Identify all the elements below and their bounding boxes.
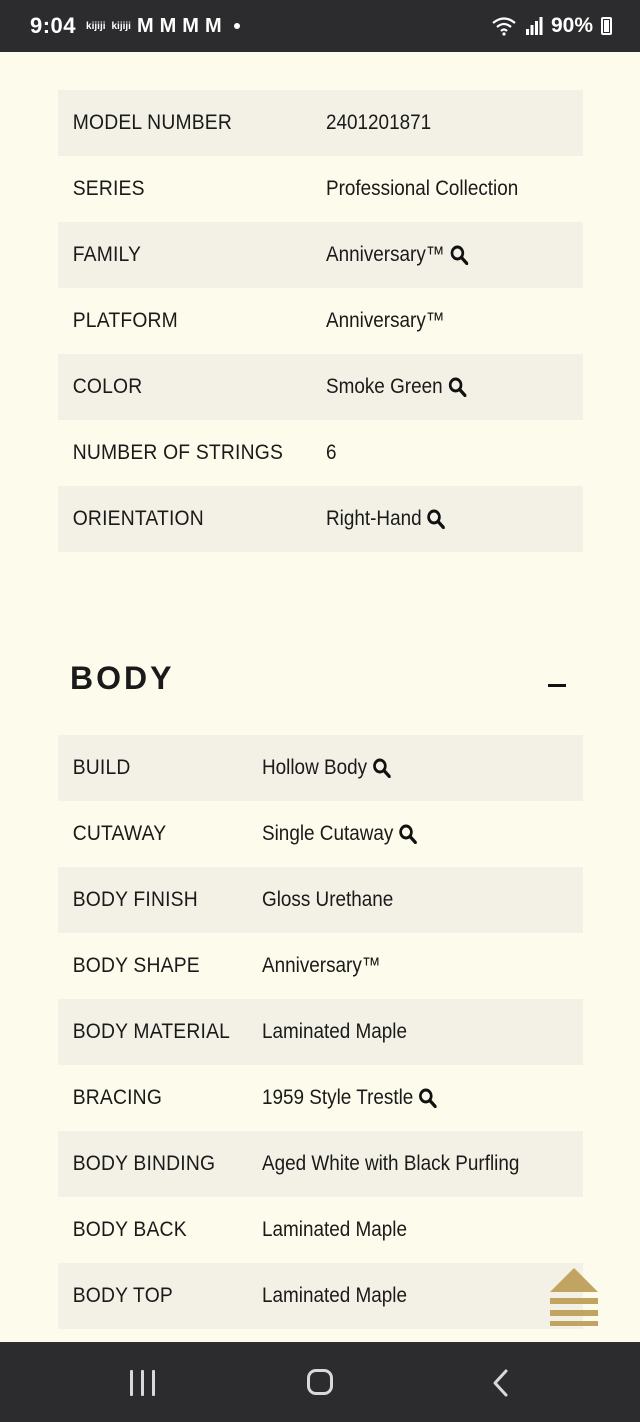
search-icon[interactable]: [419, 1088, 437, 1108]
spec-value: [262, 1152, 519, 1176]
spec-value-text: Gloss Urethane: [262, 888, 394, 911]
spec-value[interactable]: [262, 822, 417, 846]
body-specs-table: [58, 735, 583, 1329]
collapse-body-button[interactable]: [548, 684, 566, 687]
spec-row: [58, 867, 583, 933]
spec-value-text: Anniversary™: [326, 243, 445, 266]
battery-icon: [601, 17, 612, 35]
spec-value-text: Single Cutaway: [262, 822, 394, 845]
spec-value-text: Smoke Green: [326, 375, 443, 398]
section-title-body: BODY: [70, 660, 175, 696]
spec-value: [326, 309, 445, 333]
search-icon[interactable]: [399, 824, 417, 844]
spec-label: SERIES: [72, 177, 145, 200]
spec-row: [58, 933, 583, 999]
spec-label: BODY FINISH: [72, 888, 198, 911]
spec-value-text: Anniversary™: [326, 309, 445, 332]
spec-label: FAMILY: [72, 243, 142, 266]
gmail-icon: M: [182, 15, 199, 37]
spec-label: BODY MATERIAL: [72, 1020, 231, 1043]
gmail-icon: M: [204, 15, 222, 37]
spec-value-text: Right-Hand: [326, 507, 422, 530]
spec-row: [58, 1263, 583, 1329]
spec-value[interactable]: [326, 375, 466, 399]
kijiji-icon: kijiji: [86, 20, 106, 32]
spec-label: BODY TOP: [72, 1284, 173, 1307]
notification-icons: [86, 16, 240, 36]
notification-dot-icon: [234, 23, 240, 29]
spec-value: [326, 441, 337, 465]
search-icon[interactable]: [450, 245, 468, 265]
spec-label: NUMBER OF STRINGS: [72, 441, 284, 464]
spec-value[interactable]: [326, 507, 445, 531]
spec-value[interactable]: [262, 756, 390, 780]
spec-label: BRACING: [72, 1086, 163, 1109]
spec-row: [58, 90, 583, 156]
spec-value[interactable]: [262, 1086, 437, 1110]
spec-value: [262, 954, 381, 978]
spec-value-text: Aged White with Black Purfling: [262, 1152, 520, 1175]
signal-icon: [525, 17, 543, 35]
spec-label: PLATFORM: [72, 309, 178, 332]
spec-value[interactable]: [326, 243, 468, 267]
spec-value-text: Laminated Maple: [262, 1020, 407, 1043]
spec-value: [262, 888, 393, 912]
spec-value: [326, 111, 431, 135]
spec-row: [58, 801, 583, 867]
spec-label: BODY BINDING: [72, 1152, 216, 1175]
spec-value: [262, 1020, 407, 1044]
status-time: 9:04: [30, 13, 77, 38]
spec-value-text: Anniversary™: [262, 954, 381, 977]
spec-row: [58, 999, 583, 1065]
back-icon[interactable]: [490, 1368, 512, 1398]
status-right: [491, 14, 612, 38]
spec-value-text: 1959 Style Trestle: [262, 1086, 414, 1109]
spec-label: COLOR: [72, 375, 143, 398]
spec-value: [262, 1218, 407, 1242]
search-icon[interactable]: [427, 509, 445, 529]
spec-label: BUILD: [72, 756, 131, 779]
spec-row: [58, 1065, 583, 1131]
gmail-icon: M: [159, 15, 177, 37]
general-specs-table: [58, 90, 583, 552]
spec-row: [58, 486, 583, 552]
search-icon[interactable]: [448, 377, 466, 397]
search-icon[interactable]: [372, 758, 390, 778]
spec-value: [326, 177, 518, 201]
spec-value-text: Professional Collection: [326, 177, 519, 200]
gmail-icon: M: [136, 15, 154, 37]
spec-label: BODY SHAPE: [72, 954, 200, 977]
spec-row: [58, 1197, 583, 1263]
kijiji-icon: kijiji: [111, 20, 131, 32]
spec-value-text: Hollow Body: [262, 756, 368, 779]
spec-row: [58, 1131, 583, 1197]
scroll-to-top-icon[interactable]: [548, 1264, 600, 1328]
spec-row: [58, 288, 583, 354]
spec-value-text: 6: [326, 441, 337, 464]
navigation-bar: [0, 1342, 640, 1422]
home-icon[interactable]: [307, 1369, 333, 1395]
spec-row: [58, 420, 583, 486]
spec-row: [58, 735, 583, 801]
spec-value: [262, 1284, 407, 1308]
spec-row: [58, 354, 583, 420]
spec-label: CUTAWAY: [72, 822, 167, 845]
spec-label: BODY BACK: [72, 1218, 187, 1241]
spec-value-text: Laminated Maple: [262, 1218, 407, 1241]
spec-row: [58, 222, 583, 288]
wifi-icon: [491, 16, 517, 36]
spec-row: [58, 156, 583, 222]
recent-apps-icon[interactable]: [130, 1370, 156, 1396]
status-bar: [0, 0, 640, 52]
spec-label: ORIENTATION: [72, 507, 204, 530]
spec-value-text: 2401201871: [326, 111, 432, 134]
battery-percent: 90%: [550, 14, 593, 37]
spec-label: MODEL NUMBER: [72, 111, 233, 134]
spec-value-text: Laminated Maple: [262, 1284, 407, 1307]
